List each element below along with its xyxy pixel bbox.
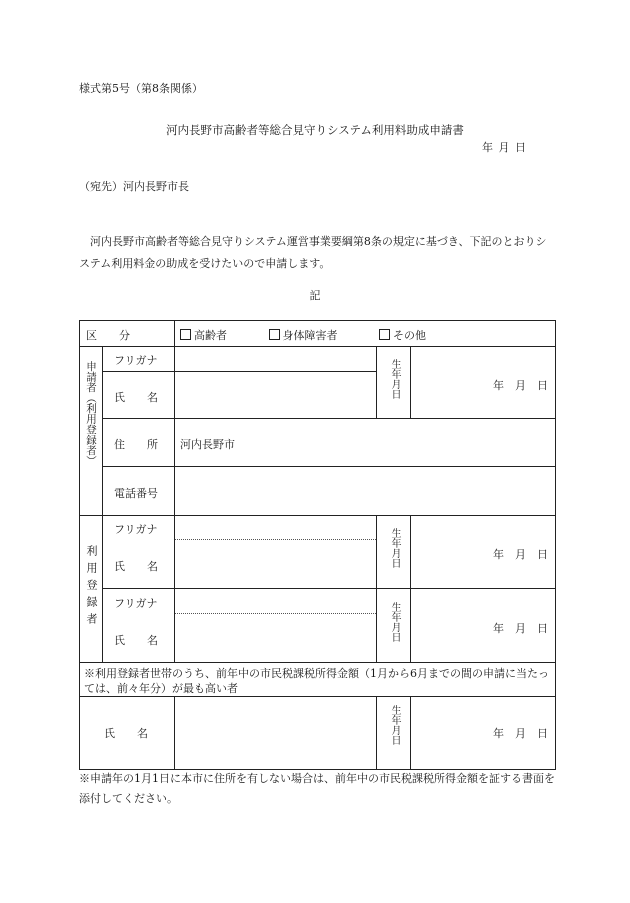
form-number: 様式第5号（第8条関係） (79, 82, 203, 95)
option-disabled[interactable]: 身体障害者 (269, 329, 338, 342)
birth-date: 年 月 日 (493, 622, 548, 635)
body-text: 河内長野市高齢者等総合見守りシステム運営事業要綱第8条の規定に基づき、下記のとおりシステム利用料金の助成を受けたいので申請します。 (79, 235, 547, 270)
furigana-label: フリガナ (114, 354, 158, 367)
address-label: 住 所 (114, 438, 158, 451)
name-label: 氏 名 (114, 391, 158, 404)
furigana-label: フリガナ (114, 523, 158, 536)
ki-heading: 記 (309, 289, 321, 302)
kubun-label: 区 分 (86, 329, 130, 342)
address-value[interactable]: 河内長野市 (180, 438, 235, 451)
name-label: 氏 名 (114, 560, 158, 573)
registered-group-label: 利用登録者 (85, 545, 98, 630)
highest-income-note: ※利用登録者世帯のうち、前年中の市民税課税所得金額（1月から6月までの間の申請に当たっては、前々年分）が最も高い者 (84, 667, 549, 695)
birth-label: 生年月日 (389, 602, 400, 642)
addressee: （宛先）河内長野市長 (79, 180, 189, 193)
option-other[interactable]: その他 (379, 329, 426, 342)
application-table (79, 320, 556, 770)
birth-label: 生年月日 (389, 528, 400, 568)
birth-date: 年 月 日 (493, 727, 548, 740)
checkbox-elderly[interactable] (180, 329, 191, 340)
form-title: 河内長野市高齢者等総合見守りシステム利用料助成申請書 (166, 123, 464, 137)
kubun-options (180, 327, 436, 343)
checkbox-other[interactable] (379, 329, 390, 340)
birth-date: 年 月 日 (493, 548, 548, 561)
phone-label: 電話番号 (114, 487, 158, 500)
option-elderly[interactable]: 高齢者 (180, 329, 227, 342)
birth-label: 生年月日 (389, 705, 400, 745)
footnote: ※申請年の1月1日に本市に住所を有しない場合は、前年中の市民税課税所得金額を証する書面を添付してください。 (79, 772, 555, 805)
form-date: 年 月 日 (482, 141, 527, 154)
birth-date: 年 月 日 (493, 379, 548, 392)
highest-name-label: 氏 名 (104, 727, 148, 740)
checkbox-disabled[interactable] (269, 329, 280, 340)
name-label: 氏 名 (114, 634, 158, 647)
birth-label: 生年月日 (389, 359, 400, 399)
furigana-label: フリガナ (114, 597, 158, 610)
applicant-group-label: 申請者（利用登録者） (85, 361, 97, 466)
